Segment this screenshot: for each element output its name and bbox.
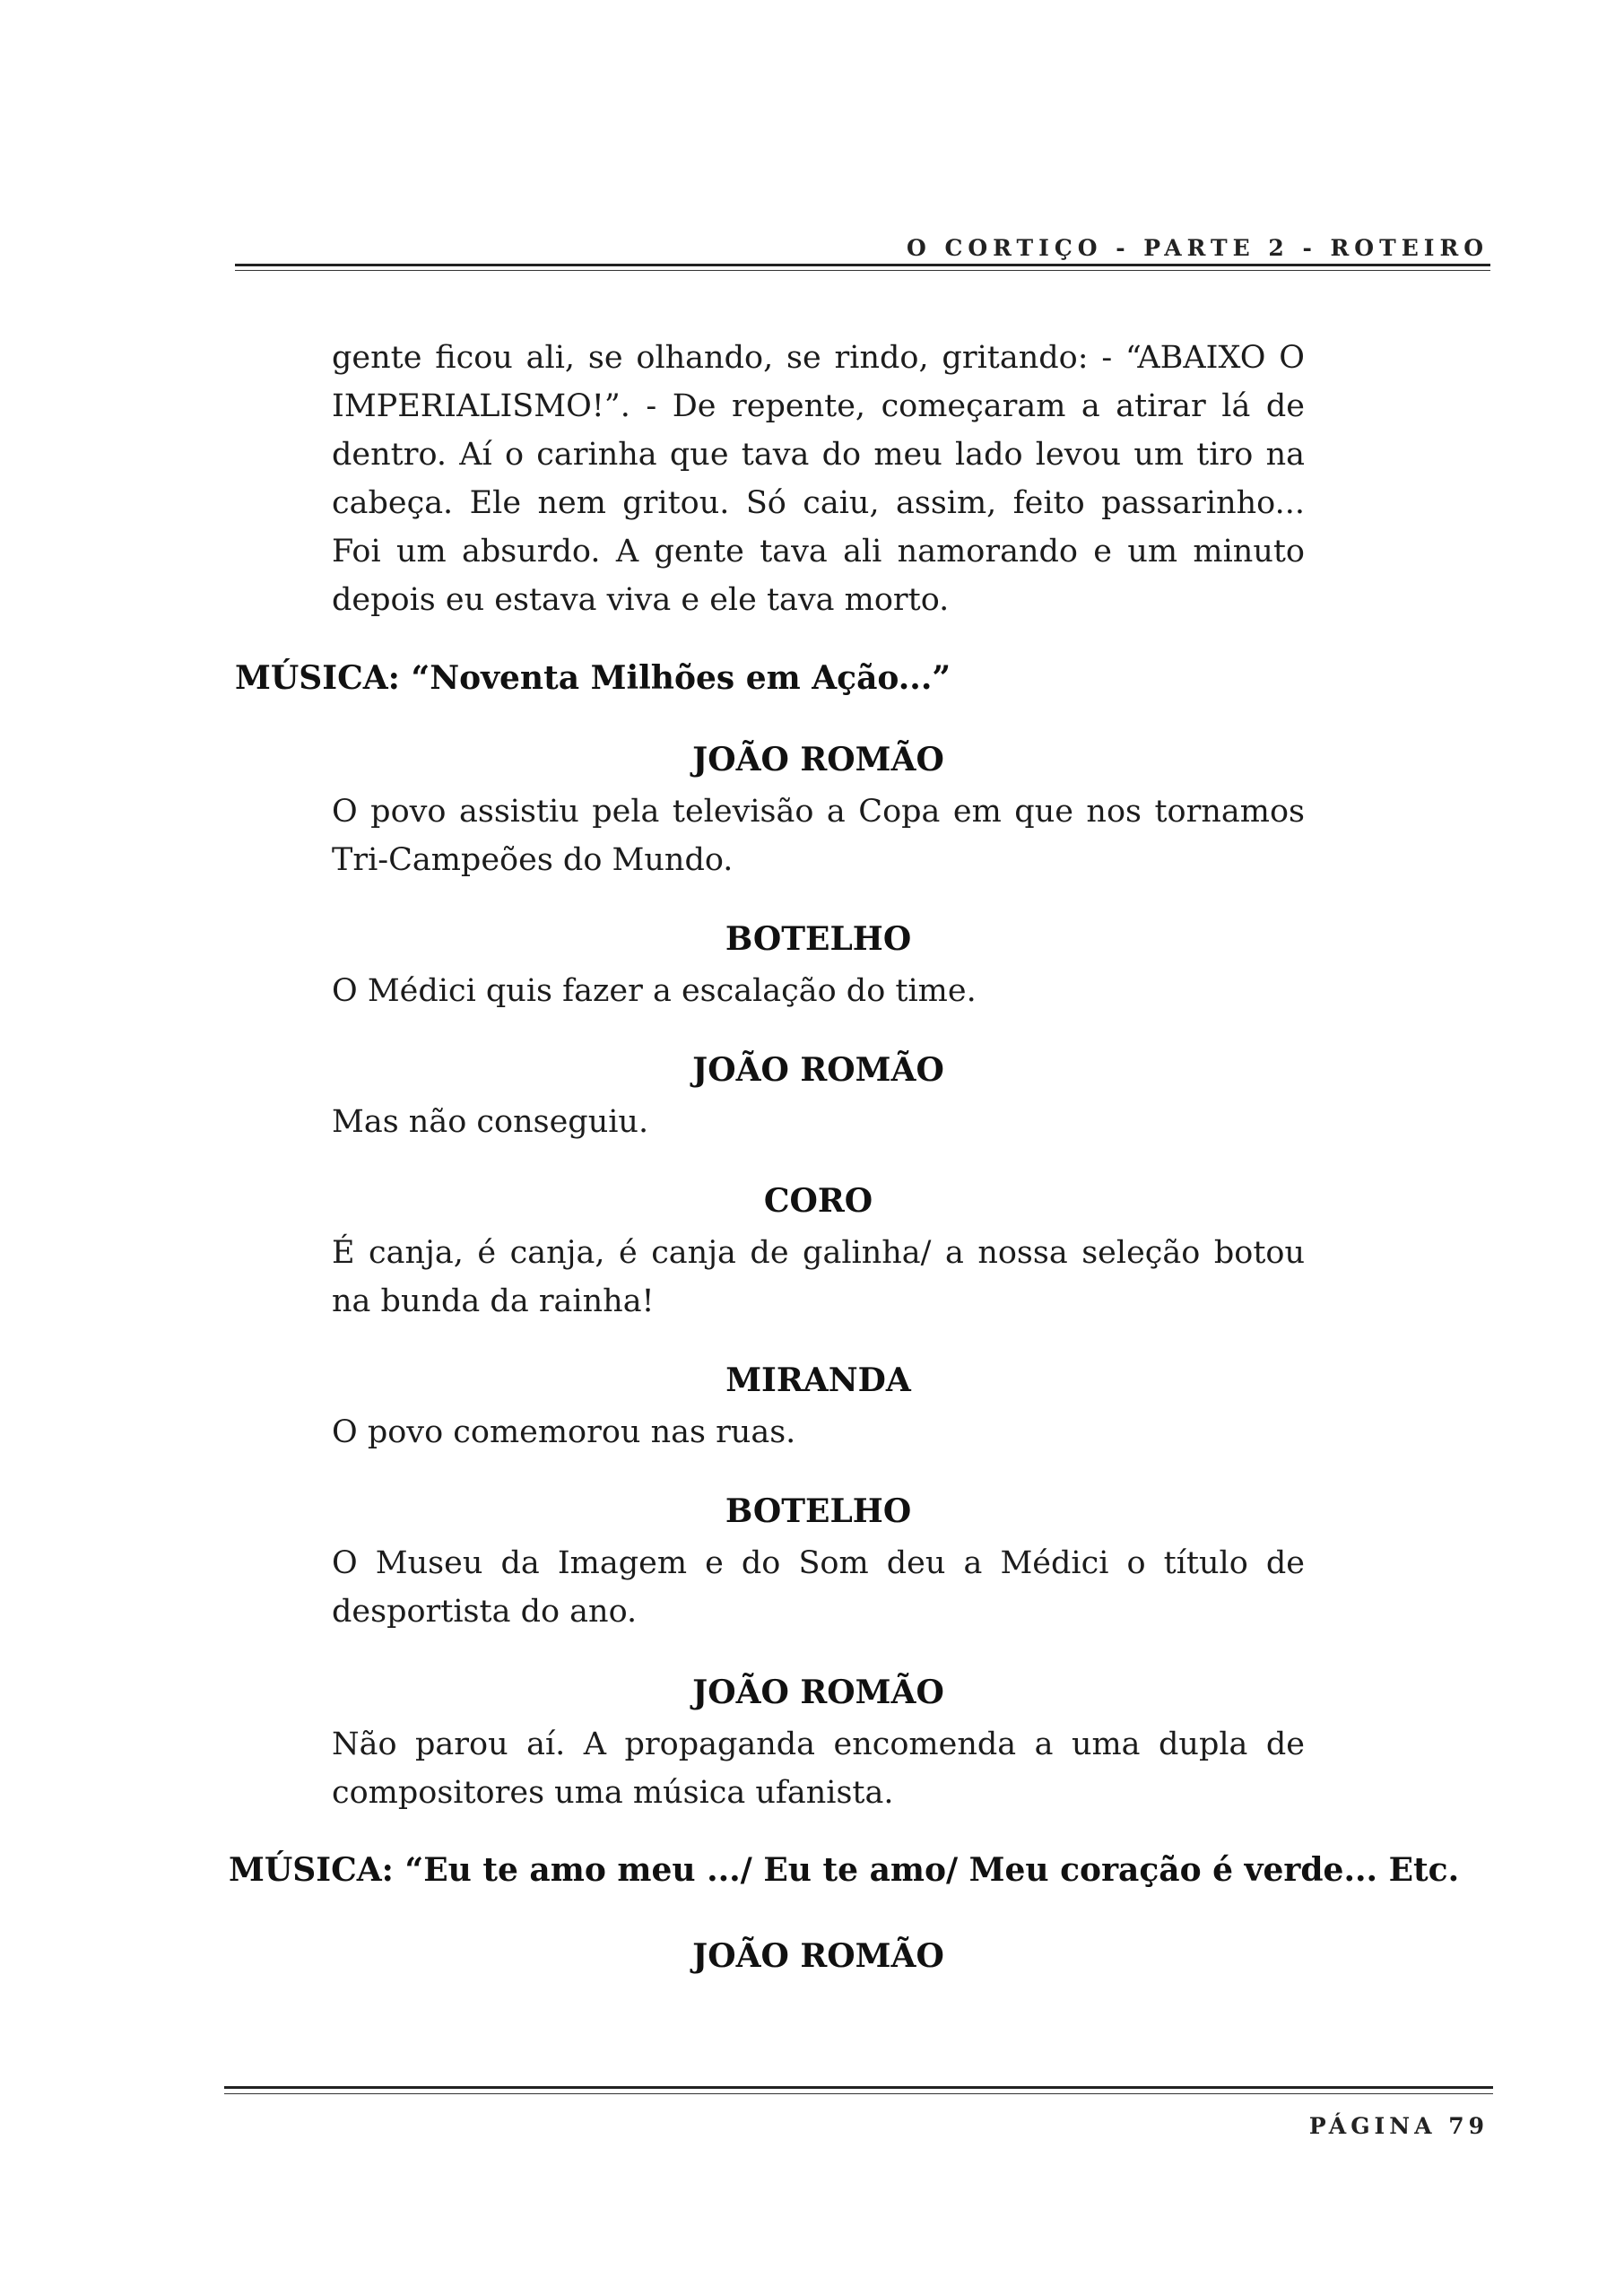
dialogue-line: Não parou aí. A propaganda encomenda a uma dupla de compositores uma música ufanista. [332, 1726, 1305, 1811]
speaker-name: JOÃO ROMÃO [692, 1674, 944, 1711]
running-title: O CORTIÇO - PARTE 2 - ROTEIRO [907, 235, 1489, 261]
speaker-name: MIRANDA [725, 1361, 911, 1399]
opening-paragraph: gente ficou ali, se olhando, se rindo, gritando: - “ABAIXO O IMPERIALISMO!”. - De repente, começaram a atirar lá de dentro. Aí o carinha que tava do meu lado levou um tiro na cabeça. Ele nem gritou. Só caiu, assim, feito passarinho... Foi um absurdo. A gente tava ali namorando e um minuto depois eu estava viva e ele tava morto. [332, 340, 1305, 618]
speaker-name: BOTELHO [725, 920, 912, 958]
music-cue: MÚSICA: “Noventa Milhões em Ação...” [235, 659, 951, 697]
dialogue-line: O Museu da Imagem e do Som deu a Médici o título de desportista do ano. [332, 1545, 1305, 1630]
speaker-name: CORO [763, 1182, 873, 1220]
dialogue-line: O Médici quis fazer a escalação do time. [332, 973, 977, 1009]
dialogue-line: O povo comemorou nas ruas. [332, 1414, 796, 1450]
footer-rule-thick [224, 2086, 1493, 2089]
speaker-name: BOTELHO [725, 1492, 912, 1530]
speaker-name: JOÃO ROMÃO [692, 1051, 944, 1089]
speaker-name: JOÃO ROMÃO [692, 741, 944, 778]
dialogue-line: É canja, é canja, é canja de galinha/ a nossa seleção botou na bunda da rainha! [332, 1235, 1305, 1319]
header-rule-thin [235, 270, 1490, 271]
dialogue-line: O povo assistiu pela televisão a Copa em que nos tornamos Tri-Campeões do Mundo. [332, 794, 1305, 878]
music-cue: MÚSICA: “Eu te amo meu .../ Eu te amo/ Meu coração é verde... Etc. [229, 1851, 1460, 1889]
page-number: PÁGINA 79 [1308, 2113, 1489, 2139]
speaker-name: JOÃO ROMÃO [692, 1937, 944, 1975]
header-rule-thick [235, 264, 1490, 266]
footer-rule-thin [224, 2093, 1493, 2094]
dialogue-line: Mas não conseguiu. [332, 1104, 649, 1140]
